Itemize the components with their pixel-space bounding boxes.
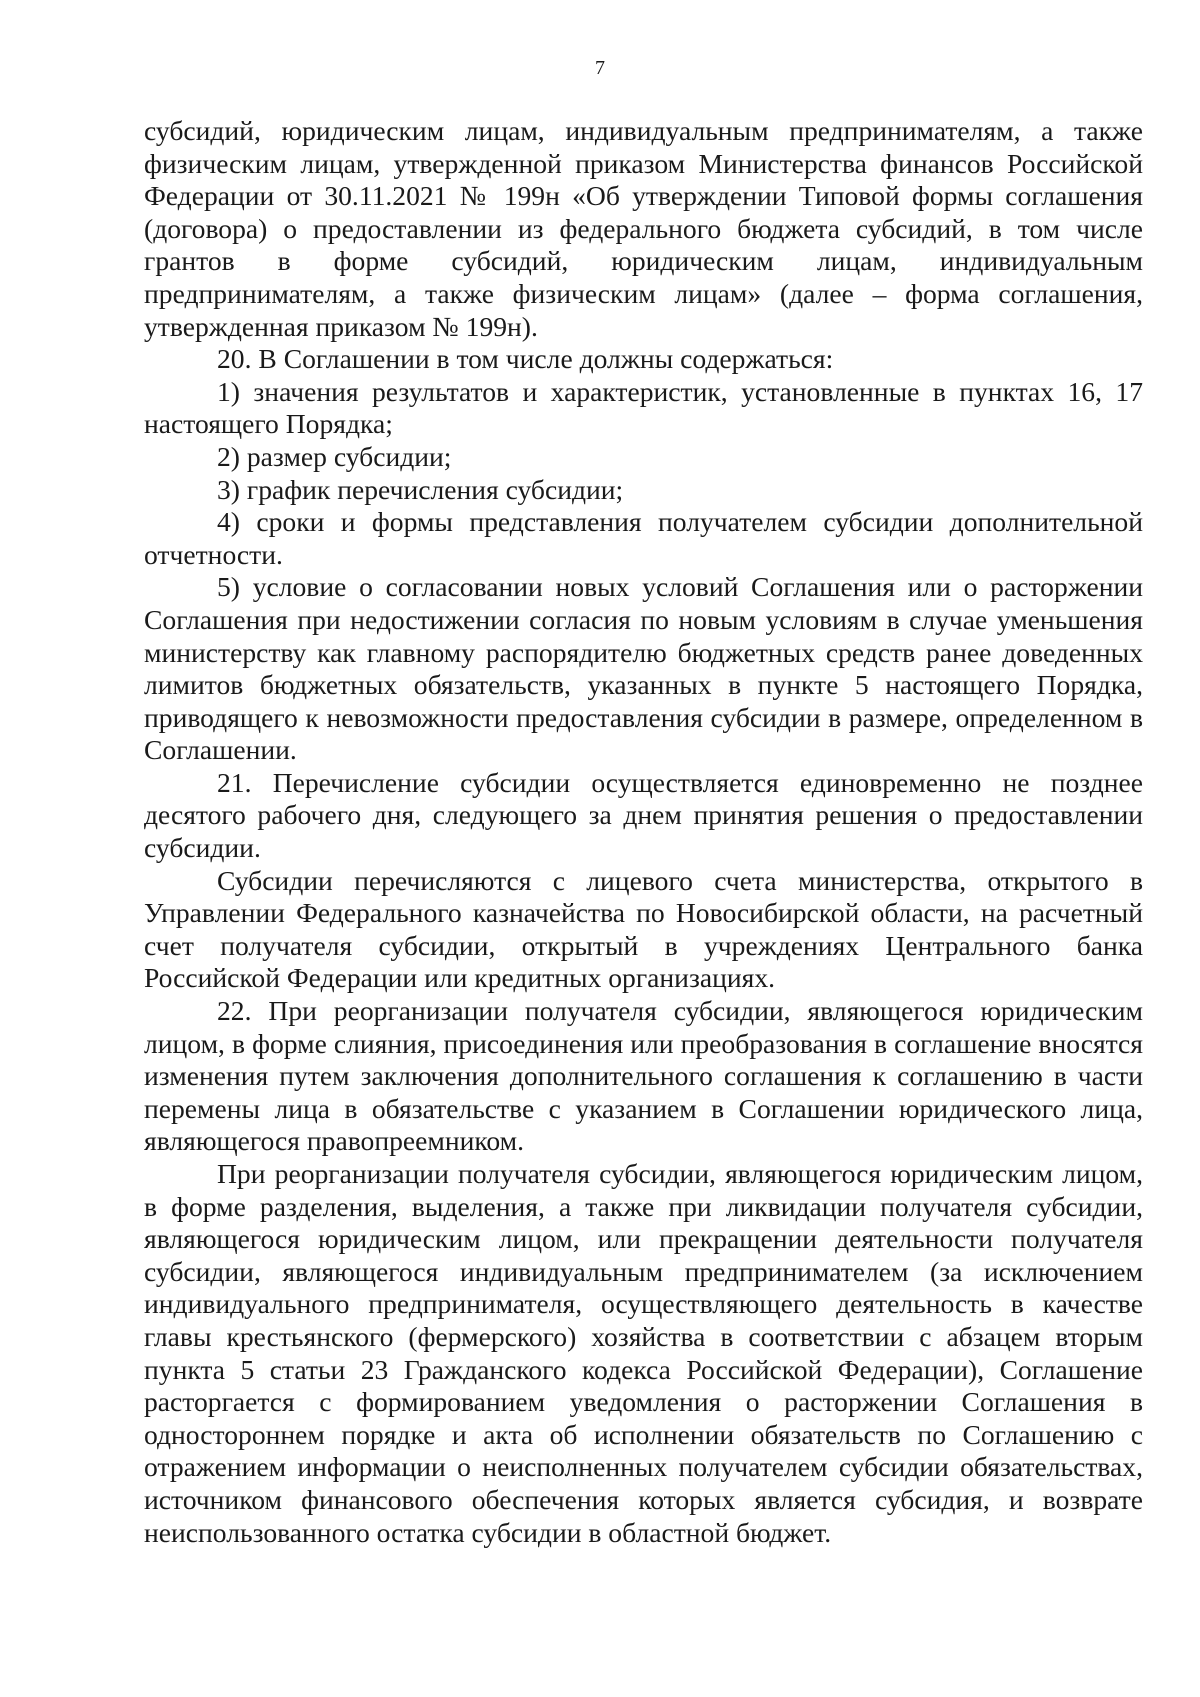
paragraph-clause-22: 22. При реорганизации получателя субсидии, являющегося юридическим лицом, в форме слияния, присоединения или преобразования в соглашение вносятся изменения путем заключения дополнительного соглашения к соглашению в части перемены лица в обязательстве с указанием в Соглашении юридического лица, являющегося правопреемником.	[144, 995, 1143, 1157]
document-body	[144, 115, 1143, 1549]
paragraph-clause-21-transfer: Субсидии перечисляются с лицевого счета министерства, открытого в Управлении Федерального казначейства по Новосибирской области, на расчетный счет получателя субсидии, открытый в учреждениях Центрального банка Российской Федерации или кредитных организациях.	[144, 864, 1143, 994]
paragraph-clause-21: 21. Перечисление субсидии осуществляется единовременно не позднее десятого рабочего дня, следующего за днем принятия решения о предоставлении субсидии.	[144, 766, 1143, 864]
paragraph-clause-20: 20. В Соглашении в том числе должны содержаться:	[217, 343, 834, 375]
paragraph-item-2: 2) размер субсидии;	[217, 440, 452, 472]
paragraph-item-4: 4) сроки и формы представления получателем субсидии дополнительной отчетности.	[144, 506, 1143, 570]
page-number: 7	[595, 57, 605, 79]
paragraph-item-5: 5) условие о согласовании новых условий Соглашения или о расторжении Соглашения при недостижении согласия по новым условиям в случае уменьшения министерству как главному распорядителю бюджетных средств ранее доведенных лимитов бюджетных обязательств, указанных в пункте 5 настоящего Порядка, приводящего к невозможности предоставления субсидии в размере, определенном в Соглашении.	[144, 571, 1143, 766]
paragraph-continuation: субсидий, юридическим лицам, индивидуальным предпринимателям, а также физическим лицам, утвержденной приказом Министерства финансов Российской Федерации от 30.11.2021 № 199н «Об утверждении Типовой формы соглашения (договора) о предоставлении из федерального бюджета субсидий, в том числе грантов в форме субсидий, юридическим лицам, индивидуальным предпринимателям, а также физическим лицам» (далее – форма соглашения, утвержденная приказом № 199н).	[144, 115, 1143, 342]
paragraph-item-1: 1) значения результатов и характеристик, установленные в пунктах 16, 17 настоящего Порядка;	[144, 375, 1143, 440]
paragraph-item-3: 3) график перечисления субсидии;	[217, 473, 624, 505]
paragraph-clause-22-termination: При реорганизации получателя субсидии, являющегося юридическим лицом, в форме разделения, выделения, а также при ликвидации получателя субсидии, являющегося юридическим лицом, или прекращении деятельности получателя субсидии, являющегося индивидуальным предпринимателем (за исключением индивидуального предпринимателя, осуществляющего деятельность в качестве главы крестьянского (фермерского) хозяйства в соответствии с абзацем вторым пункта 5 статьи 23 Гражданского кодекса Российской Федерации), Соглашение расторгается с формированием уведомления о расторжении Соглашения в одностороннем порядке и акта об исполнении обязательств по Соглашению с отражением информации о неисполненных получателем субсидии обязательствах, источником финансового обеспечения которых является субсидия, и возврате неиспользованного остатка субсидии в областной бюджет.	[144, 1158, 1143, 1548]
